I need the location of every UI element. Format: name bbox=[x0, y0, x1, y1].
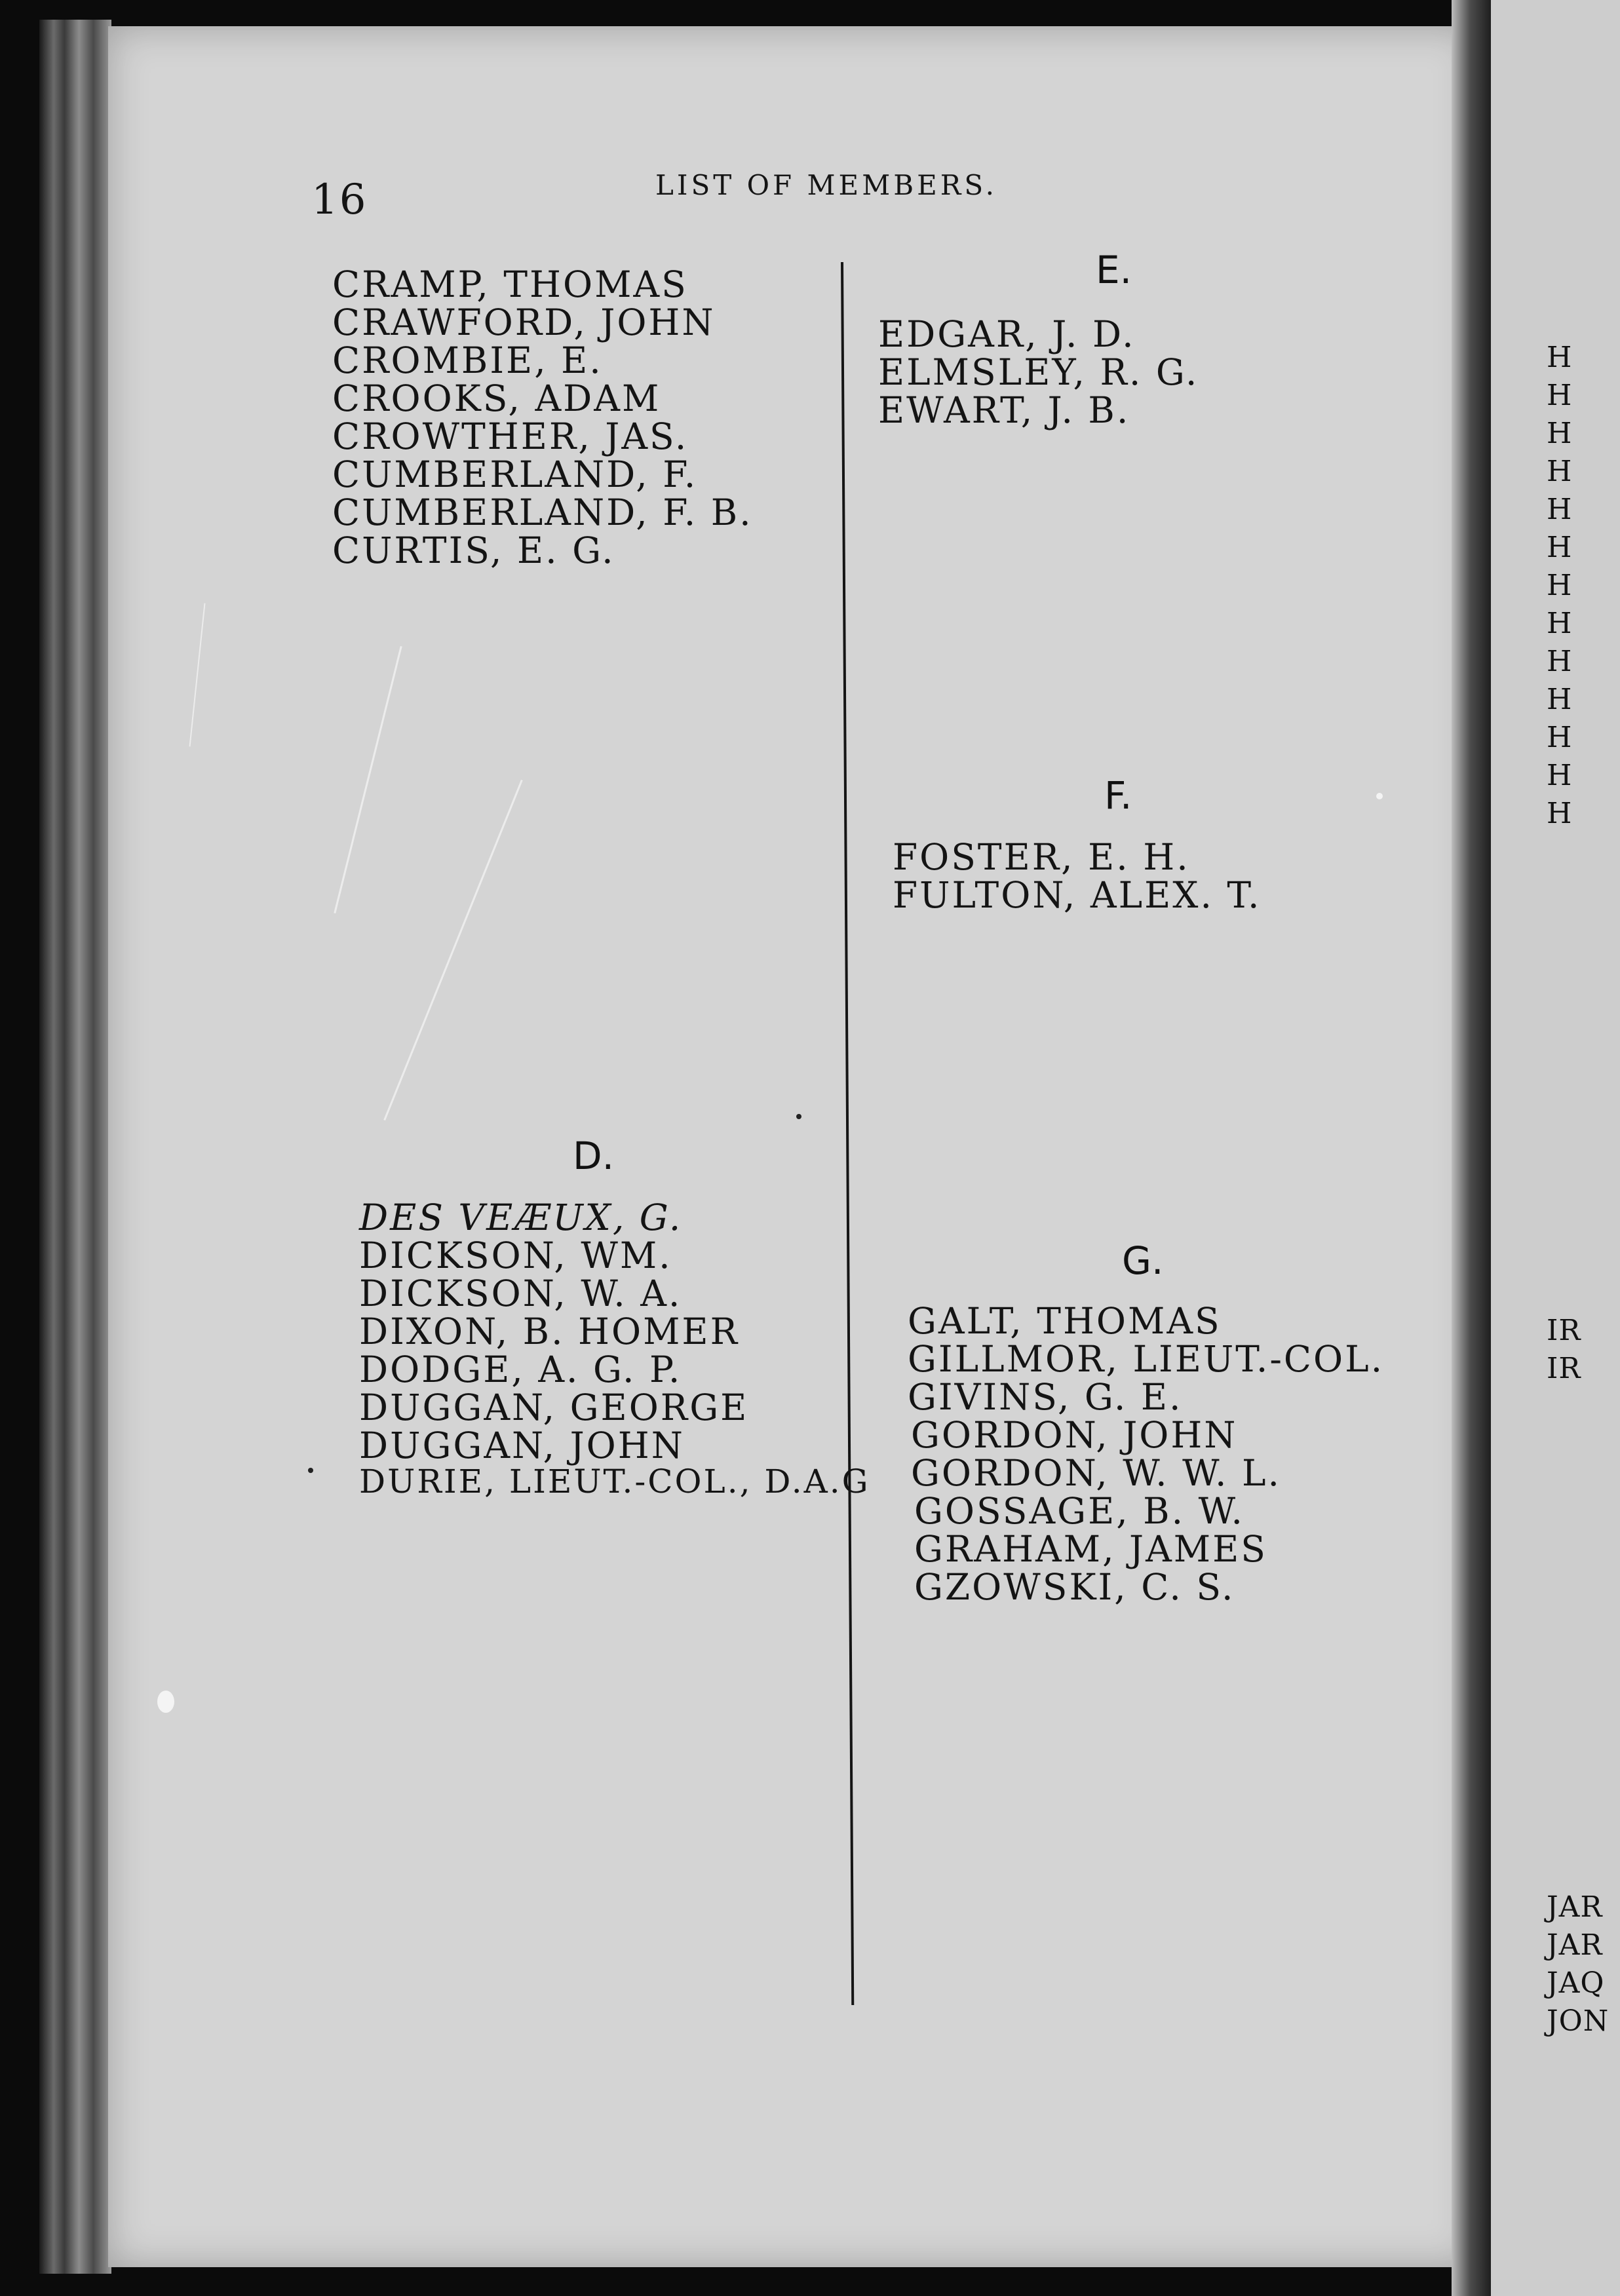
next-page-line: H bbox=[1547, 645, 1573, 678]
next-page-line: IR bbox=[1547, 1314, 1581, 1347]
next-page-line: H bbox=[1547, 455, 1573, 488]
page-number: 16 bbox=[311, 176, 368, 224]
film-speck bbox=[157, 1691, 174, 1713]
member-entry: CUMBERLAND, F. B. bbox=[332, 491, 753, 533]
member-entry: CURTIS, E. G. bbox=[332, 529, 615, 571]
member-entry: DODGE, A. G. P. bbox=[359, 1349, 682, 1390]
member-entry: GALT, THOMAS bbox=[908, 1300, 1222, 1342]
member-entry: CROWTHER, JAS. bbox=[332, 415, 689, 457]
next-page-line: H bbox=[1547, 531, 1573, 564]
member-entry: EDGAR, J. D. bbox=[878, 313, 1136, 355]
film-speck bbox=[308, 1468, 313, 1473]
next-page-line: JAR bbox=[1547, 1890, 1603, 1924]
member-entry: GZOWSKI, C. S. bbox=[914, 1566, 1235, 1608]
member-entry: GIVINS, G. E. bbox=[908, 1376, 1183, 1418]
member-entry: GRAHAM, JAMES bbox=[914, 1528, 1267, 1570]
member-entry: GORDON, W. W. L. bbox=[911, 1452, 1281, 1494]
running-head: LIST OF MEMBERS. bbox=[655, 169, 997, 201]
member-entry: GORDON, JOHN bbox=[911, 1414, 1238, 1456]
member-entry: DES VEÆUX, G. bbox=[359, 1196, 683, 1238]
member-entry: DURIE, LIEUT.-COL., D.A.G bbox=[359, 1463, 870, 1501]
next-page-line: H bbox=[1547, 417, 1573, 450]
member-entry: EWART, J. B. bbox=[878, 389, 1130, 431]
section-letter-g: G. bbox=[1122, 1238, 1164, 1283]
member-entry: ELMSLEY, R. G. bbox=[878, 351, 1199, 393]
member-entry: CRAWFORD, JOHN bbox=[332, 301, 716, 343]
book-edge-left bbox=[39, 20, 111, 2274]
member-entry: CRAMP, THOMAS bbox=[332, 263, 688, 305]
member-entry: CROOKS, ADAM bbox=[332, 377, 661, 419]
next-page-line: H bbox=[1547, 379, 1573, 412]
film-speck bbox=[1376, 793, 1383, 799]
member-entry: DUGGAN, GEORGE bbox=[359, 1387, 749, 1428]
next-page-line: H bbox=[1547, 341, 1573, 374]
next-page-line: JAQ bbox=[1547, 1966, 1605, 2000]
member-entry: GOSSAGE, B. W. bbox=[914, 1490, 1244, 1532]
film-speck bbox=[796, 1114, 801, 1119]
member-entry: FULTON, ALEX. T. bbox=[893, 874, 1262, 916]
book-page bbox=[108, 26, 1475, 2267]
next-page-line: H bbox=[1547, 759, 1573, 792]
next-page-line: H bbox=[1547, 683, 1573, 716]
member-entry: GILLMOR, LIEUT.-COL. bbox=[908, 1338, 1385, 1380]
member-entry: DUGGAN, JOHN bbox=[359, 1425, 685, 1466]
next-page-line: H bbox=[1547, 797, 1573, 830]
member-entry: DICKSON, WM. bbox=[359, 1234, 672, 1276]
next-page-line: H bbox=[1547, 493, 1573, 526]
member-entry: FOSTER, E. H. bbox=[893, 836, 1190, 878]
next-page-line: JAR bbox=[1547, 1928, 1603, 1962]
section-letter-d: D. bbox=[573, 1134, 615, 1178]
next-page-line: H bbox=[1547, 607, 1573, 640]
member-entry: CUMBERLAND, F. bbox=[332, 453, 698, 495]
next-page-line: IR bbox=[1547, 1352, 1581, 1385]
section-letter-f: F. bbox=[1104, 773, 1132, 818]
member-entry: DIXON, B. HOMER bbox=[359, 1311, 739, 1352]
next-page-line: H bbox=[1547, 721, 1573, 754]
member-entry: DICKSON, W. A. bbox=[359, 1272, 682, 1314]
member-entry: CROMBIE, E. bbox=[332, 339, 603, 381]
next-page-line: JON bbox=[1547, 2004, 1610, 2038]
next-page-line: H bbox=[1547, 569, 1573, 602]
section-letter-e: E. bbox=[1096, 248, 1132, 292]
next-page-fragment bbox=[1491, 0, 1620, 2296]
